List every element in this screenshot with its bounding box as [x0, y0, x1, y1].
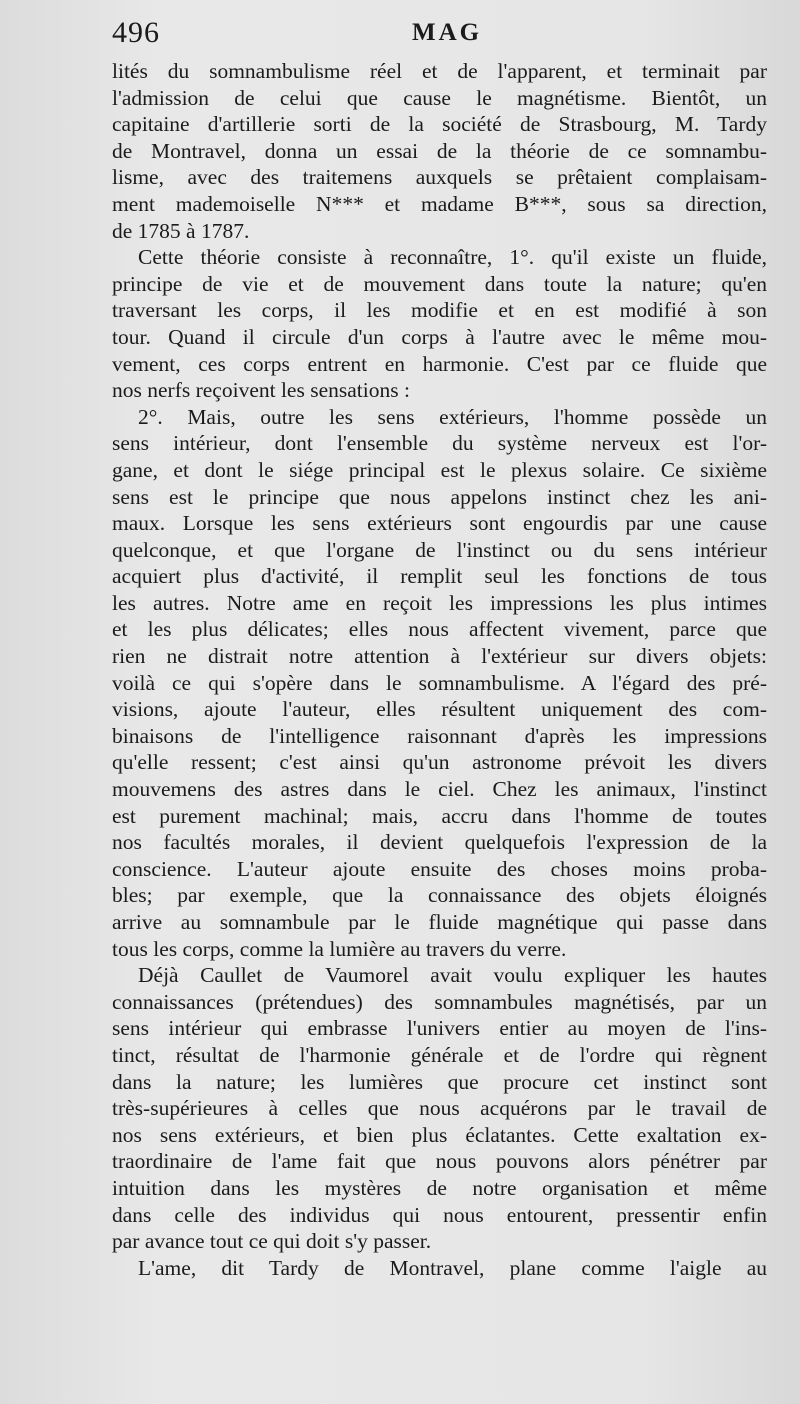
text-line: de Montravel, donna un essai de la théorie de ce somnambu- [112, 138, 767, 163]
page-number: 496 [112, 16, 160, 49]
text-line: lités du somnambulisme réel et de l'apparent, et terminait par [112, 59, 767, 83]
text-line: les autres. Notre ame en reçoit les impressions les plus intimes [112, 590, 767, 615]
text-line: arrive au somnambule par le fluide magnétique qui passe dans [112, 910, 767, 934]
text-line: dans la nature; les lumières que procure cet instinct sont [112, 1069, 767, 1094]
text-line: traversant les corps, il les modifie et en est modifié à son [112, 298, 767, 323]
text-line: 2°. Mais, outre les sens extérieurs, l'homme possède un [138, 404, 767, 429]
text-line: très-supérieures à celles que nous acquérons par le travail de [112, 1096, 767, 1121]
text-line: connaissances (prétendues) des somnambules magnétisés, par un [112, 989, 767, 1014]
text-line: sens intérieur qui embrasse l'univers entier au moyen de l'ins- [112, 1016, 767, 1041]
text-line: nos nerfs reçoivent les sensations : [112, 378, 410, 403]
text-line: traordinaire de l'ame fait que nous pouvons alors pénétrer par [112, 1149, 767, 1174]
text-line: binaisons de l'intelligence raisonnant d'après les impressions [112, 723, 767, 748]
text-line: nos sens extérieurs, et bien plus éclatantes. Cette exaltation ex- [112, 1122, 767, 1147]
text-line: de 1785 à 1787. [112, 218, 250, 243]
text-line: capitaine d'artillerie sorti de la société de Strasbourg, M. Tardy [112, 112, 767, 137]
text-line: vement, ces corps entrent en harmonie. C'est par ce fluide que [112, 351, 767, 376]
text-line: sens est le principe que nous appelons instinct chez les ani- [112, 484, 767, 509]
text-line: Cette théorie consiste à reconnaître, 1°. qu'il existe un fluide, [138, 245, 767, 270]
text-line: et les plus délicates; elles nous affectent vivement, parce que [112, 617, 767, 642]
text-line: tour. Quand il circule d'un corps à l'autre avec le même mou- [112, 324, 767, 349]
text-line: sens intérieur, dont l'ensemble du système nerveux est l'or- [112, 431, 767, 456]
text-line: bles; par exemple, que la connaissance des objets éloignés [112, 883, 767, 908]
text-line: tous les corps, comme la lumière au travers du verre. [112, 936, 567, 961]
text-line: l'admission de celui que cause le magnétisme. Bientôt, un [112, 85, 767, 110]
text-line: dans celle des individus qui nous entourent, pressentir enfin [112, 1202, 767, 1227]
text-line: gane, et dont le siége principal est le plexus solaire. Ce sixième [112, 457, 767, 482]
text-line: mouvemens des astres dans le ciel. Chez les animaux, l'instinct [112, 777, 767, 802]
page-header [112, 14, 772, 52]
text-line: est purement machinal; mais, accru dans l'homme de toutes [112, 803, 767, 828]
text-line: lisme, avec des traitemens auxquels se prêtaient complaisam- [112, 165, 767, 190]
text-line: conscience. L'auteur ajoute ensuite des choses moins proba- [112, 856, 767, 881]
running-head: MAG [412, 19, 483, 46]
text-line: acquiert plus d'activité, il remplit seul les fonctions de tous [112, 564, 767, 589]
text-line: maux. Lorsque les sens extérieurs sont engourdis par une cause [112, 511, 767, 536]
text-line: qu'elle ressent; c'est ainsi qu'un astronome prévoit les divers [112, 750, 767, 775]
text-line: ment mademoiselle N*** et madame B***, sous sa direction, [112, 191, 767, 216]
text-line: visions, ajoute l'auteur, elles résultent uniquement des com- [112, 697, 767, 722]
text-line: Déjà Caullet de Vaumorel avait voulu expliquer les hautes [138, 963, 767, 988]
text-line: tinct, résultat de l'harmonie générale et de l'ordre qui règnent [112, 1042, 767, 1067]
text-line: L'ame, dit Tardy de Montravel, plane comme l'aigle au [138, 1255, 767, 1280]
text-line: quelconque, et que l'organe de l'instinct ou du sens intérieur [112, 537, 767, 562]
text-line: principe de vie et de mouvement dans toute la nature; qu'en [112, 271, 767, 296]
text-line: nos facultés morales, il devient quelquefois l'expression de la [112, 830, 767, 855]
text-line: rien ne distrait notre attention à l'extérieur sur divers objets: [112, 644, 767, 669]
text-line: voilà ce qui s'opère dans le somnambulisme. A l'égard des pré- [112, 670, 767, 695]
text-line: par avance tout ce qui doit s'y passer. [112, 1229, 432, 1254]
body-text [112, 58, 767, 1281]
text-line: intuition dans les mystères de notre organisation et même [112, 1175, 767, 1200]
